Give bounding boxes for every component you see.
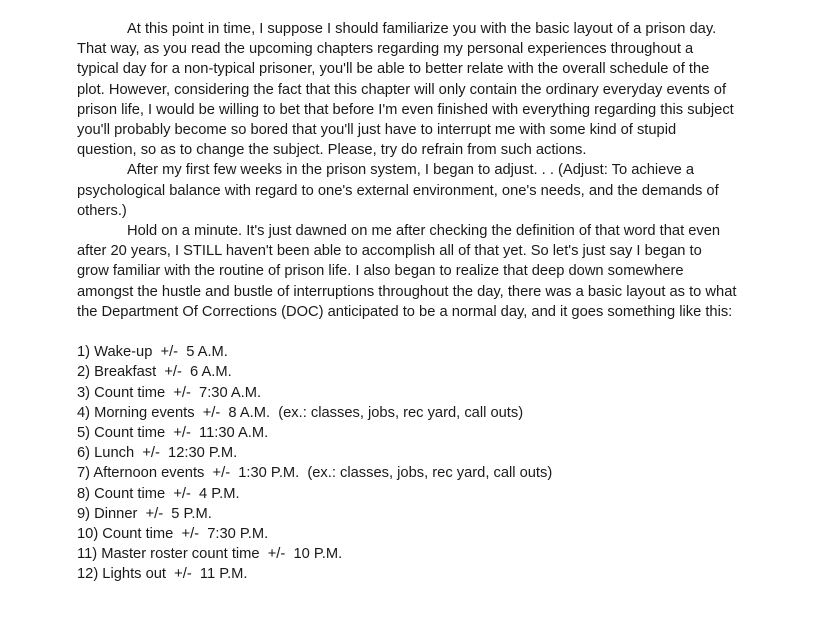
paragraph-intro: At this point in time, I suppose I should familiarize you with the basic layout of a prison day. That way, as you read the upcoming chapters regarding my personal experiences throughout a typical day for a non-typical prisoner, you'll be able to better relate with the overall schedule of the plot. However, considering the fact that this chapter will only contain the ordinary everyday events of prison life, I would be willing to bet that before I'm even finished with everything regarding this subject you'll probably become so bored that you'll just have to interrupt me with some kind of stupid question, so as to change the subject. Please, try do refrain from such actions. [77,21,734,159]
schedule-item: 2) Breakfast +/- 6 A.M. [77,364,232,381]
schedule-item: 4) Morning events +/- 8 A.M. (ex.: classes, jobs, rec yard, call outs) [77,404,524,421]
schedule-item: 1) Wake-up +/- 5 A.M. [77,344,228,361]
schedule-item: 9) Dinner +/- 5 P.M. [77,505,212,522]
schedule-item: 11) Master roster count time +/- 10 P.M. [77,546,343,563]
schedule-item: 10) Count time +/- 7:30 P.M. [77,526,269,543]
blank-line [77,322,737,342]
schedule-item: 3) Count time +/- 7:30 A.M. [77,384,262,401]
daily-schedule-list [77,342,737,584]
paragraph-adjust: After my first few weeks in the prison system, I began to adjust. . . (Adjust: To achieve a psychological balance with regard to one's external environment, one's needs, and the demands of others.) [77,162,719,219]
schedule-item: 8) Count time +/- 4 P.M. [77,485,240,502]
schedule-item: 6) Lunch +/- 12:30 P.M. [77,445,238,462]
schedule-item: 7) Afternoon events +/- 1:30 P.M. (ex.: classes, jobs, rec yard, call outs) [77,465,553,482]
schedule-item: 12) Lights out +/- 11 P.M. [77,566,248,583]
document-page [77,19,737,585]
paragraph-layout: Hold on a minute. It's just dawned on me after checking the definition of that word that even after 20 years, I STILL haven't been able to accomplish all of that yet. So let's just say I began to grow familiar with the routine of prison life. I also began to realize that deep down somewhere amongst the hustle and bustle of interruptions throughout the day, there was a basic layout as to what the Department Of Corrections (DOC) anticipated to be a normal day, and it goes something like this: [77,223,737,320]
schedule-item: 5) Count time +/- 11:30 A.M. [77,425,269,442]
